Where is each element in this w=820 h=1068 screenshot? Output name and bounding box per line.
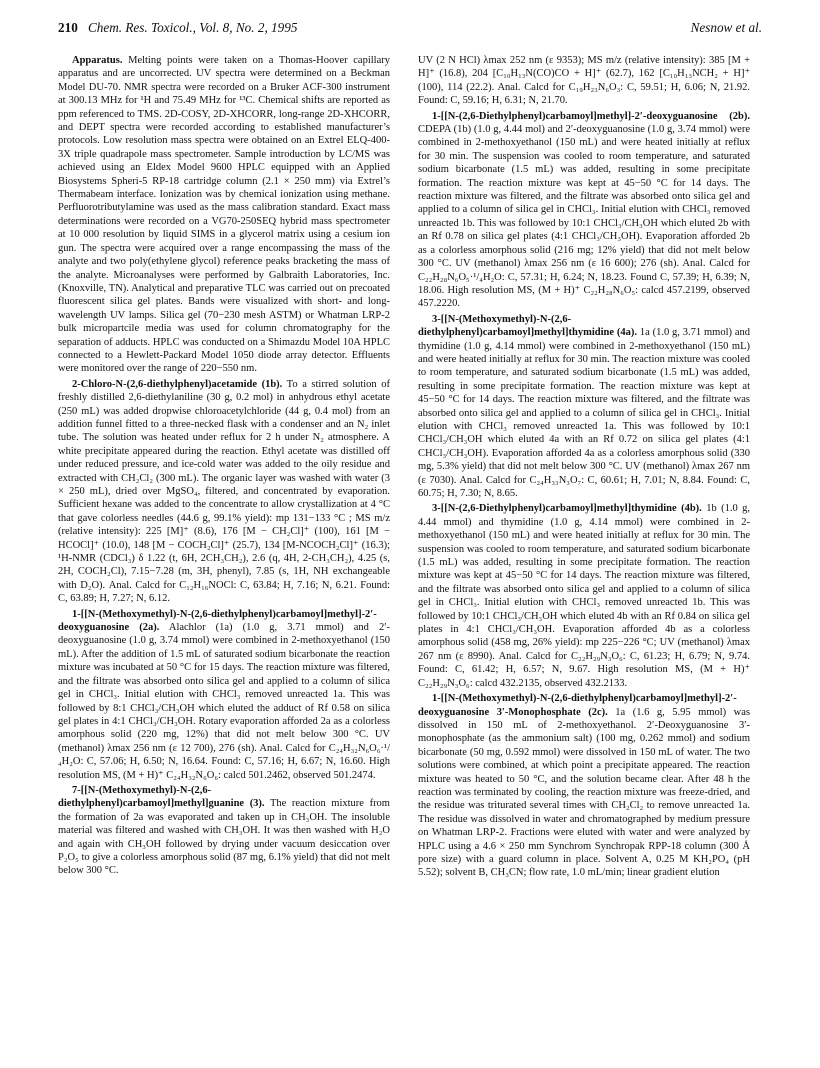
- body-compound-2c: 1a (1.6 g, 5.95 mmol) was dissolved in 150 mL of 2-methoxyethanol. 2′-Deoxyguanosine 3′-monophosphate (as the ammonium salt) (100 mg, 0.262 mmol) and sodium bicarbonate (50 mg, 0.592 mmol) were dissolved in 150 mL of water. The two solutions were combined, at which point a precipitate appeared. The reaction mixture was heated to 50 °C, and the solution became clear. After 48 h the reaction was terminated by cooling, the reaction mixture was freeze-dried, and the residue was triturated several times with CH₂Cl₂ to remove unreacted 1a. The residue was dissolved in water and chromatographed by medium pressure on Whatman LRP-2. Fractions were eluted with water and were analyzed by HPLC using a 4.6 × 250 mm Synchrom Synchropak RPP-18 column (300 Å pore size) with a guard column in place. Solvent A, 0.25 M KH₂PO₄ (pH 5.52); solvent B, CH₃CN; flow rate, 1.0 mL/min; linear gradient elution: [418, 706, 750, 879]
- body-compound-3: The reaction mixture from the formation of 2a was evaporated and taken up in CH₃OH. The insoluble material was filtered and washed with CH₃OH. It was then washed with H₂O and again with CH₃OH followed by drying under vacuum desiccation over P₂O₅ to give a colorless amorphous solid (87 mg, 6.1% yield) that did not melt below 300 °C.: [58, 798, 390, 877]
- running-author: Nesnow et al.: [690, 20, 762, 35]
- paragraph-apparatus: [58, 54, 390, 376]
- paragraph-compound-3: [58, 784, 390, 878]
- heading-apparatus: Apparatus.: [72, 55, 123, 66]
- paragraph-compound-1b: [58, 378, 390, 606]
- paragraph-compound-2a: [58, 608, 390, 782]
- body-compound-2a: Alachlor (1a) (1.0 g, 3.71 mmol) and 2′-deoxyguanosine (1.0 g, 3.74 mmol) were combined in 2-methoxyethanol (150 mL). After the addition of 1.5 mL of saturated sodium bicarbonate the reaction mixture was incubated at 50 °C for 15 days. The reaction mixture was filtered, and the filtrate was absorbed onto silica gel and applied to a column of silica gel in CHCl₃. Initial elution with CHCl₃ removed unreacted 1a. This was followed by 8:1 CHCl₃/CH₃OH which eluted the adduct of Rf 0.58 on silica gel plates in 4:1 CHCl₃/CH₃OH. Rotary evaporation afforded 2a as a colorless amorphous solid (220 mg, 12%) that did not melt below 300 °C. UV (methanol) λmax 256 nm (ε 12 700), 276 (sh). Anal. Calcd for C₂₄H₃₂N₆O₆·¹/₄H₂O: C, 57.06; H, 6.50; N, 16.64. Found: C, 57.16; H, 6.67; N, 16.60. High resolution MS, (M + H)⁺ C₂₄H₃₂N₆O₆: calcd 501.2462, observed 501.2474.: [58, 622, 390, 781]
- right-column: [418, 54, 750, 882]
- page-header: [58, 20, 762, 40]
- heading-compound-4b: 3-[[N-(2,6-Diethylphenyl)carbamoyl]methyl]thymidine (4b).: [432, 503, 702, 515]
- paragraph-compound-4b: [418, 502, 750, 690]
- heading-compound-1b: 2-Chloro-N-(2,6-diethylphenyl)acetamide (1b).: [72, 378, 283, 390]
- paragraph-compound-3-continued: [418, 54, 750, 108]
- heading-compound-4a: 3-[[N-(Methoxymethyl)-N-(2,6-diethylphenyl)carbamoyl]methyl]thymidine (4a).: [418, 313, 637, 339]
- heading-compound-2a: 1-[[N-(Methoxymethyl)-N-(2,6-diethylphenyl)carbamoyl]methyl]-2′-deoxyguanosine (2a).: [58, 608, 377, 634]
- body-compound-1b: To a stirred solution of freshly distilled 2,6-diethylaniline (30 g, 0.2 mol) in anhydrous ethyl acetate (250 mL) was added dropwise chloroacetylchloride (44 g, 0.4 mol) from an addition funnel fitted to a three-necked flask with a condenser and an N₂ inlet tube. The solution was heated under reflux for 2 h under N₂ atmosphere. A white precipitate appeared during the reaction. Ethyl acetate was distilled off under reduced pressure, and ice-cold water was added to the oily residue and extracted with CH₂Cl₂ (300 mL). The organic layer was washed with water (3 × 250 mL), dried over MgSO₄, filtered, and concentrated by evaporation. Sufficient hexane was added to the concentrate to allow crystallization at 4 °C that gave colorless needles (44.6 g, 99.1% yield): mp 131−133 °C ; MS m/z (relative intensity): 225 [M]⁺ (8.6), 176 [M − CH₂Cl]⁺ (100), 161 [M − HCOCl]⁺ (10.0), 148 [M − COCH₂Cl]⁺ (25.7), 134 [M-NCOCH₂Cl]⁺ (16.3); ¹H-NMR (CDCl₃) δ 1.22 (t, 6H, 2CH₃CH₂), 2.6 (q, 4H, 2-CH₃CH₂), 4.25 (s, 2H, COCH₂Cl), 7.15−7.28 (m, 3H, phenyl), 7.85 (s, 1H, NH exchangeable with D₂O). Anal. Calcd for C₁₂H₁₆NOCl: C, 63.84; H, 7.16; N, 6.21. Found: C, 63.89; H, 7.27; N, 6.12.: [58, 378, 390, 605]
- body-apparatus: Melting points were taken on a Thomas-Hoover capillary apparatus and are uncorrected. UV spectra were determined on a Beckman Model DU-70. NMR spectra were recorded on a Bruker ACF-300 instrument at 300.13 MHz for ¹H and 75.49 MHz for ¹³C. Chemical shifts are reported as ppm referenced to TMS. 2D-COSY, 2D-XHCORR, long-range 2D-XHCORR, and DEPT spectra were recorded according to established manufacturer’s protocols. Low resolution mass spectra were obtained on an Extrel ELQ-400-3X triple quadrapole mass spectrometer. Sample introduction by LC/MS was achieved using an Eldex Model 9600 HPLC equipped with an Applied Biosystems Spheri-5 RP-18 cartridge column (2.1 × 250 mm) via Extrel’s Thermabeam interface. Ionization was by chemical ionization using methane. Perfluorotributylamine was used as the mass calibration standard. Exact mass determinations were recorded on a VG70-250SEQ hybrid mass spectrometer at 10 000 resolution by liquid SIMS in a glycerol matrix using a cesium ion gun. The spectra were acquired over a range encompassing the mass of the analyte and two poly(ethylene glycol) reference peaks bracketing the mass of the analyte. Microanalyses were performed by Galbraith Laboratories, Inc. (Knoxville, TN). Analytical and preparative TLC was carried out on precoated fluorescent silica gel plates. Bands were visualized with short- and long-wavelength UV lamps. Silica gel (70−230 mesh ASTM) or Whatman LRP-2 bulk micropartcile media was used for column chromatography for the separation of adducts. HPLC was conducted on a Shimazdu Model 10A HPLC connected to a Hewlett-Packard Model 1050 diode array detector. Effluents were monitored over the range of 220−550 nm.: [58, 55, 390, 375]
- body-compound-2b: CDEPA (1b) (1.0 g, 4.44 mol) and 2′-deoxyguanosine (1.0 g, 3.74 mmol) were combined in 2-methoxyethanol (150 mL) and were heated initially at reflux for 30 min. The suspension was cooled to room temperature, and saturated sodium bicarbonate (1.5 mL) was added, resulting in some precipitate formation. The reaction mixture was kept at 45−50 °C for 14 days. The reaction mixture was filtered, and the filtrate was absorbed onto silica gel and applied to a column of silica gel in CHCl₃. Initial elution with CHCl₃ removed unreacted 1b. This was followed by 10:1 CHCl₃/CH₃OH which eluted 2b with an Rf 0.78 on silica gel plates (4:1 CHCl₃/CH₃OH). Evaporation afforded 2b as a colorless amorphous solid (216 mg; 12% yield) that did not melt below 300 °C. UV (methanol) λmax 256 nm (ε 16 600); 276 (sh). Anal. Calcd for C₂₂H₂₈N₆O₅·¹/₄H₂O: C, 57.31; H, 6.24; N, 18.23. Found C, 57.39; H, 6.39; N, 18.06. High resolution MS, (M + H)⁺ C₂₂H₂₈N₆O₅: calcd 457.2199, observed 457.2220.: [418, 124, 750, 310]
- paragraph-compound-2b: [418, 110, 750, 311]
- paragraph-compound-4a: [418, 313, 750, 501]
- page-number: 210: [58, 20, 78, 35]
- paragraph-compound-2c: [418, 692, 750, 880]
- heading-compound-2b: 1-[[N-(2,6-Diethylphenyl)carbamoyl]methyl]-2′-deoxyguanosine (2b).: [432, 110, 750, 122]
- body-compound-4b: 1b (1.0 g, 4.44 mmol) and thymidine (1.0 g, 4.14 mmol) were combined in 2-methoxyethanol (150 mL) and were heated initially at reflux for 30 min. The suspension was cooled to room temperature, and saturated sodium bicarbonate (1.5 mL) was added, resulting in some precipitate formation. The reaction mixture was kept at 45−50 °C for 14 days. The reaction mixture was filtered, and the filtrate was absorbed onto silica gel and applied to a column of silica gel in CHCl₃. Initial elution with CHCl₃ removed unreacted 1b. This was followed by 10:1 CHCl₃/CH₃OH which eluted 4b with an Rf 0.84 on silica gel plates in 4:1 CHCl₃/CH₃OH. Evaporation afforded 4b as a colorless amorphous solid (458 mg, 26% yield): mp 225−226 °C; UV (methanol) λmax 267 nm (ε 8990). Anal. Calcd for C₂₂H₂₉N₃O₆: C, 61.23; H, 6.79; N, 9.74. Found: C, 61.42; H, 6.57; N, 9.67. High resolution MS, (M + H)⁺ C₂₂H₂₉N₃O₆: calcd 432.2135, observed 432.2133.: [418, 503, 751, 689]
- body-compound-3-continued: UV (2 N HCl) λmax 252 nm (ε 9353); MS m/z (relative intensity): 385 [M + H]⁺ (16.8), 204 [C₁₀H₁₃N(CO)CO + H]⁺ (62.7), 162 [C₁₀H₁₃NCH₂ + H]⁺ (100), 114 (22.2). Anal. Calcd for C₁₉H₂₃N₆O₃: C, 59.51; H, 6.06; N, 21.92. Found: C, 59.16; H, 6.31; N, 21.70.: [418, 55, 750, 107]
- journal-citation: Chem. Res. Toxicol., Vol. 8, No. 2, 1995: [88, 20, 298, 35]
- left-column: [58, 54, 390, 880]
- heading-compound-2c: 1-[[N-(Methoxymethyl)-N-(2,6-diethylphenyl)carbamoyl]methyl]-2′-deoxyguanosine 3′-Monophosphate (2c).: [418, 693, 737, 718]
- heading-compound-3: 7-[[N-(Methoxymethyl)-N-(2,6-diethylphenyl)carbamoyl]methyl]guanine (3).: [58, 784, 265, 810]
- body-compound-4a: 1a (1.0 g, 3.71 mmol) and thymidine (1.0 g, 4.14 mmol) were combined in 2-methoxyethanol (150 mL) and were heated initially at reflux for 30 min. The reaction mixture was cooled to room temperature, and saturated sodium bicarbonate (1.5 mL) was added, resulting in some precipitate formation. The reaction mixture was kept at 45−50 °C for 14 days. The reaction mixture was filtered, and the filtrate was absorbed onto silica gel and applied to a column of silica gel in CHCl₃. Initial elution with CHCl₃ removed unreacted 1a. This was followed by 10:1 CHCl₃/CH₃OH which eluted 4a with an Rf 0.72 on silica gel plates (4:1 CHCl₃/CH₃OH). Evaporation afforded 4a as a colorless amorphous solid (330 mg, 5.3% yield) that did not melt below 300 °C. UV (methanol) λmax 267 nm (ε 7030). Anal. Calcd for C₂₄H₃₃N₃O₇: C, 60.61; H, 7.01; N, 8.84. Found: C, 60.75; H, 7.30; N, 8.65.: [418, 327, 750, 499]
